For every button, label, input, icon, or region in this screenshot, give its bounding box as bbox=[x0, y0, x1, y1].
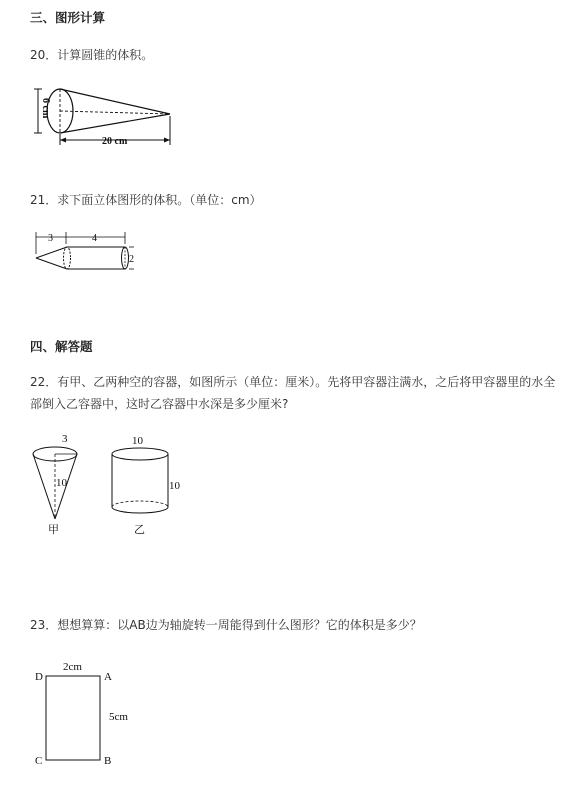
vertex-b-label: B bbox=[104, 755, 112, 767]
q22-cylinder-diameter-label: 10 bbox=[132, 435, 143, 447]
q23-side-label: 5cm bbox=[109, 711, 128, 723]
q22-cylinder-name: 乙 bbox=[134, 523, 145, 536]
question-22-line-2: 部倒入乙容器中，这时乙容器中水深是多少厘米? bbox=[30, 397, 289, 411]
q23-top-label: 2cm bbox=[63, 661, 82, 673]
section-3-title: 三、图形计算 bbox=[30, 10, 106, 25]
cone-upper-edge bbox=[36, 247, 67, 258]
q22-cone-radius-label: 3 bbox=[62, 433, 68, 445]
q21-cone-cylinder-figure bbox=[30, 228, 140, 276]
vertex-c-label: C bbox=[35, 755, 43, 767]
q21-cylinder-length-label: 4 bbox=[92, 233, 97, 244]
cone-left-edge bbox=[33, 454, 55, 519]
joint-ellipse bbox=[64, 247, 71, 269]
cylinder-bottom-front bbox=[112, 507, 168, 513]
vertex-d-label: D bbox=[35, 671, 43, 683]
vertex-a-label: A bbox=[104, 671, 112, 683]
q20-length-label: 20 cm bbox=[102, 136, 128, 147]
q22-cone-height-label: 10 bbox=[56, 477, 67, 489]
question-23-text: 23．想想算算：以AB边为轴旋转一周能得到什么图形？它的体积是多少？ bbox=[30, 618, 422, 632]
q22-cylinder-height-label: 10 bbox=[169, 480, 180, 492]
q22-cone-name: 甲 bbox=[48, 523, 59, 536]
section-4-title: 四、解答题 bbox=[30, 339, 93, 354]
q20-height-label: 6 cm bbox=[40, 98, 51, 119]
q21-cone-length-label: 3 bbox=[48, 233, 53, 244]
question-20-text: 20．计算圆锥的体积。 bbox=[30, 48, 154, 62]
q22-containers-figure bbox=[28, 432, 198, 538]
rectangle-abcd bbox=[46, 676, 100, 760]
q21-diameter-label: 2 bbox=[129, 254, 134, 265]
cylinder-bottom-back bbox=[112, 501, 168, 507]
cone-lower-edge bbox=[36, 258, 67, 269]
q20-cone-figure bbox=[30, 82, 180, 152]
cone-top-edge bbox=[60, 89, 170, 114]
question-22-line-1: 22．有甲、乙两种空的容器，如图所示（单位：厘米）。先将甲容器注满水，之后将甲容器里的水全 bbox=[30, 375, 556, 389]
cylinder-top-ellipse bbox=[112, 448, 168, 460]
q23-rectangle-figure bbox=[30, 660, 150, 772]
cone-bottom-edge bbox=[60, 114, 170, 133]
question-21-text: 21．求下面立体图形的体积。（单位：cm） bbox=[30, 193, 262, 207]
cone-axis bbox=[60, 111, 170, 114]
